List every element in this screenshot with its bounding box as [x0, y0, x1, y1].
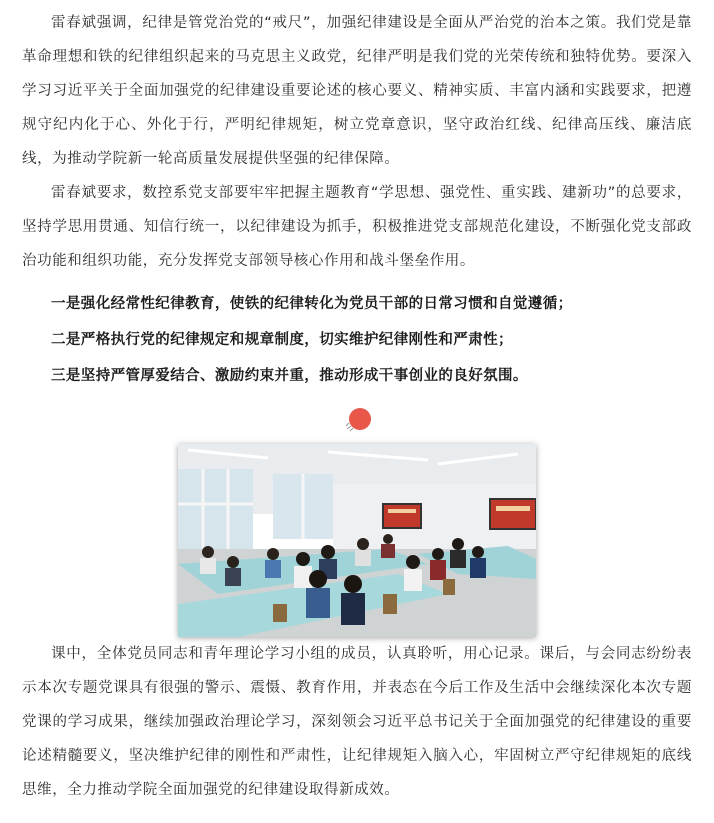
decorative-divider [22, 398, 692, 438]
requirement-list [22, 286, 692, 394]
requirement-item-2: 二是严格执行党的纪律规定和规章制度，切实维护纪律刚性和严肃性； [51, 332, 513, 348]
requirement-item-1: 一是强化经常性纪律教育，使铁的纪律转化为党员干部的日常习惯和自觉遵循； [51, 296, 573, 312]
paragraph-3: 课中，全体党员同志和青年理论学习小组的成员，认真聆听，用心记录。课后，与会同志纷纷表示本次专题党课具有很强的警示、震慑、教育作用，并表态在今后工作及生活中会继续深化本次专题党课的学习成果，继续加强政治理论学习，深刻领会习近平总书记关于全面加强党的纪律建设的重要论述精髓要义，坚决维护纪律的刚性和严肃性，让纪律规矩入脑入心，牢固树立严守纪律规矩的底线思维，全力推动学院全面加强党的纪律建设取得新成效。 [22, 646, 692, 798]
requirement-item-3: 三是坚持严管厚爱结合、激励约束并重，推动形成干事创业的良好氛围。 [51, 368, 528, 384]
paragraph-2: 雷春斌要求，数控系党支部要牢牢把握主题教育“学思想、强党性、重实践、建新功”的总要求，坚持学思用贯通、知信行统一，以纪律建设为抓手，积极推进党支部规范化建设，不断强化党支部政治功能和组织功能，充分发挥党支部领导核心作用和战斗堡垒作用。 [22, 185, 692, 269]
paragraph-1: 雷春斌强调，纪律是管党治党的“戒尺”，加强纪律建设是全面从严治党的治本之策。我们党是靠革命理想和铁的纪律组织起来的马克思主义政党，纪律严明是我们党的光荣传统和独特优势。要深入学习习近平关于全面加强党的纪律建设重要论述的核心要义、精神实质、丰富内涵和实践要求，把遵规守纪内化于心、外化于行，严明纪律规矩，树立党章意识，坚守政治红线、纪律高压线、廉洁底线，为推动学院新一轮高质量发展提供坚强的纪律保障。 [22, 15, 692, 167]
classroom-scene [178, 444, 536, 637]
sun-ornament-icon [344, 406, 372, 434]
meeting-photo [178, 444, 536, 637]
